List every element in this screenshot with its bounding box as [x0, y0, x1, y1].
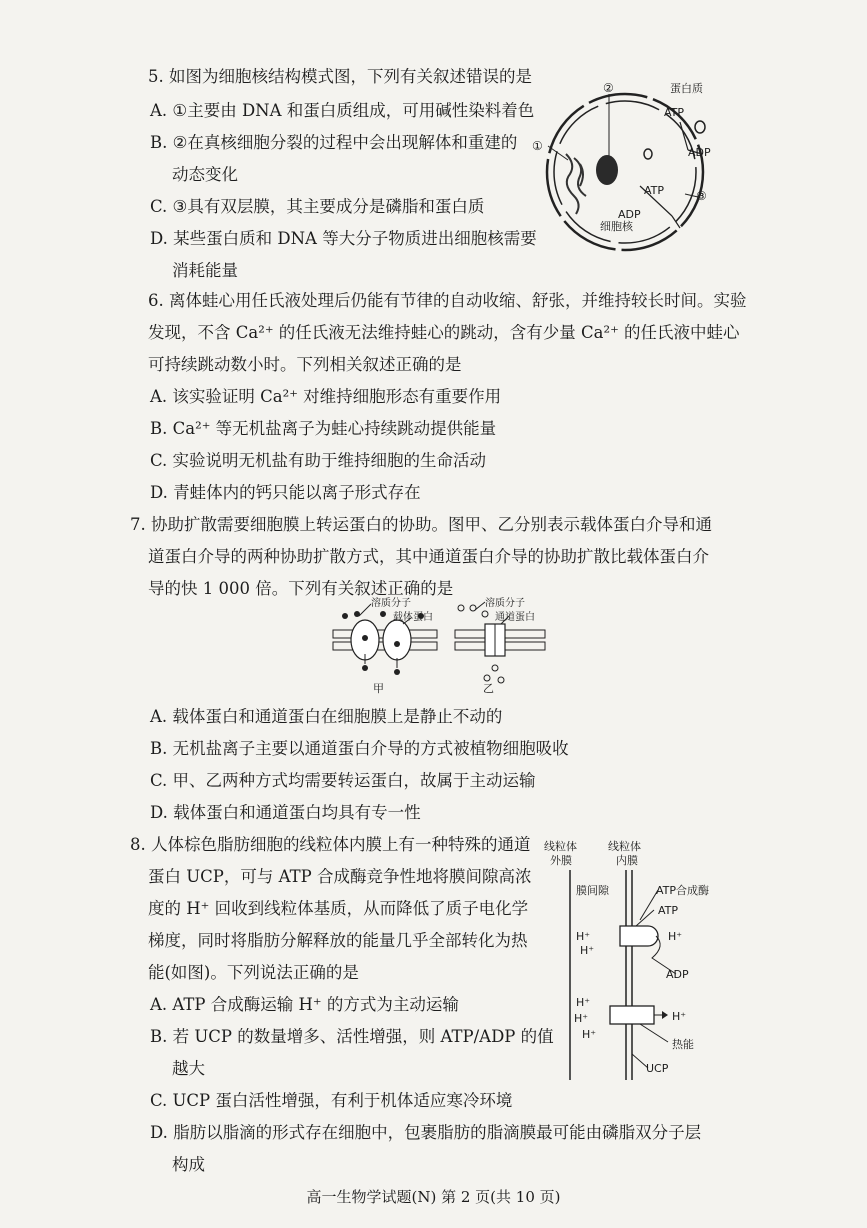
q5-option-d-cont: 消耗能量	[172, 261, 238, 280]
q6-option-d: D. 青蛙体内的钙只能以离子形式存在	[150, 483, 421, 502]
q8-option-a: A. ATP 合成酶运输 H⁺ 的方式为主动运输	[150, 995, 459, 1014]
diffusion-figure	[325, 594, 555, 696]
q8-option-b-cont: 越大	[172, 1059, 205, 1078]
q8-stem-4: 梯度，同时将脂肪分解释放的能量几乎全部转化为热	[148, 931, 528, 950]
intermembrane-space-label: 膜间隙	[576, 884, 609, 897]
q7-option-c: C. 甲、乙两种方式均需要转运蛋白，故属于主动运输	[150, 771, 536, 790]
ucp-protein	[610, 1006, 654, 1024]
solute-label-jia: 溶质分子	[371, 598, 411, 609]
adp-label-bottom: ADP	[618, 208, 641, 221]
q7-stem-3: 导的快 1 000 倍。下列有关叙述正确的是	[148, 579, 454, 598]
nucleus-label: 细胞核	[600, 220, 633, 233]
q5-option-b: B. ②在真核细胞分裂的过程中会出现解体和重建的	[150, 133, 518, 152]
atp-synthase	[620, 926, 658, 946]
q5-option-d: D. 某些蛋白质和 DNA 等大分子物质进出细胞核需要	[150, 229, 537, 248]
label-yi: 乙	[483, 682, 494, 695]
ucp-label: UCP	[646, 1062, 669, 1075]
label-2: ②	[603, 81, 614, 95]
h-label-1: H⁺	[576, 930, 591, 943]
q7-stem-1: 7. 协助扩散需要细胞膜上转运蛋白的协助。图甲、乙分别表示载体蛋白介导和通	[130, 515, 712, 534]
atp-label: ATP	[658, 904, 679, 917]
q8-option-d-cont: 构成	[172, 1155, 205, 1174]
atp-synthase-label: ATP合成酶	[656, 884, 710, 897]
solute-label-yi: 溶质分子	[485, 598, 525, 609]
q6-stem-1: 6. 离体蛙心用任氏液处理后仍能有节律的自动收缩、舒张，并维持较长时间。实验	[148, 291, 747, 310]
q7-option-b: B. 无机盐离子主要以通道蛋白介导的方式被植物细胞吸收	[150, 739, 569, 758]
outer-membrane-label-1: 线粒体	[544, 840, 577, 853]
q8-stem-2: 蛋白 UCP，可与 ATP 合成酶竞争性地将膜间隙高浓	[148, 867, 532, 886]
h-label-4: H⁺	[576, 996, 591, 1009]
q7-option-d: D. 载体蛋白和通道蛋白均具有专一性	[150, 803, 421, 822]
h-label-6: H⁺	[582, 1028, 597, 1041]
page-footer: 高一生物学试题(N) 第 2 页(共 10 页)	[306, 1188, 561, 1206]
label-1: ①	[532, 139, 543, 153]
q8-stem-1: 8. 人体棕色脂肪细胞的线粒体内膜上有一种特殊的通道	[130, 835, 531, 854]
h-label-7: H⁺	[672, 1010, 687, 1023]
q8-option-c: C. UCP 蛋白活性增强，有利于机体适应寒冷环境	[150, 1091, 513, 1110]
carrier-label: 载体蛋白	[393, 612, 433, 623]
atp-label-bottom: ATP	[644, 184, 665, 197]
q7-option-a: A. 载体蛋白和通道蛋白在细胞膜上是静止不动的	[150, 707, 503, 726]
q6-option-c: C. 实验说明无机盐有助于维持细胞的生命活动	[150, 451, 487, 470]
h-label-3: H⁺	[668, 930, 683, 943]
q5-option-a: A. ①主要由 DNA 和蛋白质组成，可用碱性染料着色	[150, 101, 535, 120]
q8-stem-5: 能(如图)。下列说法正确的是	[148, 963, 359, 982]
adp-label: ADP	[666, 968, 689, 981]
q6-stem-3: 可持续跳动数小时。下列相关叙述正确的是	[148, 355, 462, 374]
inner-membrane-label-1: 线粒体	[608, 840, 641, 853]
q6-option-a: A. 该实验证明 Ca²⁺ 对维持细胞形态有重要作用	[150, 387, 502, 406]
label-3: ③	[696, 189, 707, 203]
nucleus-figure	[530, 72, 730, 252]
outer-membrane-label-2: 外膜	[550, 854, 572, 867]
q6-option-b: B. Ca²⁺ 等无机盐离子为蛙心持续跳动提供能量	[150, 419, 497, 438]
inner-membrane-label-2: 内膜	[616, 854, 638, 867]
nucleolus	[596, 155, 618, 185]
q5-stem: 5. 如图为细胞核结构模式图，下列有关叙述错误的是	[148, 67, 532, 86]
q5-option-b-cont: 动态变化	[172, 165, 238, 184]
atp-label-top: ATP	[664, 106, 685, 119]
h-label-2: H⁺	[580, 944, 595, 957]
channel-label: 通道蛋白	[495, 612, 535, 623]
q5-option-c: C. ③具有双层膜，其主要成分是磷脂和蛋白质	[150, 197, 485, 216]
heat-label: 热能	[672, 1038, 694, 1051]
q8-option-b: B. 若 UCP 的数量增多、活性增强，则 ATP/ADP 的值	[150, 1027, 554, 1046]
h-label-5: H⁺	[574, 1012, 589, 1025]
q7-stem-2: 道蛋白介导的两种协助扩散方式，其中通道蛋白介导的协助扩散比载体蛋白介	[148, 547, 709, 566]
adp-label-top: ADP	[688, 146, 711, 159]
q8-stem-3: 度的 H⁺ 回收到线粒体基质，从而降低了质子电化学	[148, 899, 529, 918]
label-jia: 甲	[373, 682, 384, 695]
protein-label: 蛋白质	[670, 82, 703, 95]
chromatin	[566, 154, 586, 214]
mitochondria-figure	[540, 834, 730, 1084]
q6-stem-2: 发现，不含 Ca²⁺ 的任氏液无法维持蛙心的跳动，含有少量 Ca²⁺ 的任氏液中蛙心	[148, 323, 740, 342]
q8-option-d: D. 脂肪以脂滴的形式存在细胞中，包裹脂肪的脂滴膜最可能由磷脂双分子层	[150, 1123, 702, 1142]
